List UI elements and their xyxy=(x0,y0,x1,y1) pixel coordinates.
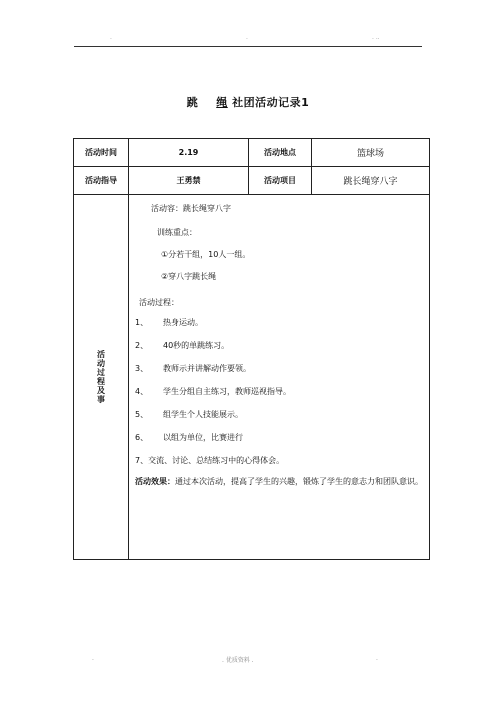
header-rule xyxy=(74,46,422,47)
list-item: 3、 教师示并讲解动作要领。 xyxy=(135,364,251,373)
list-item: 1、 热身运动。 xyxy=(135,318,203,327)
title-part-2: 绳 xyxy=(216,96,228,109)
teacher-label: 活动指导 xyxy=(74,167,129,195)
focus-item: ①分若干组，10人一组。 xyxy=(161,250,251,259)
activity-result xyxy=(135,473,423,491)
table-row xyxy=(74,195,430,560)
list-item: 7、 交流、讨论、总结练习中的心得体会。 xyxy=(135,456,285,465)
title-part-3: 社团活动记录1 xyxy=(232,96,310,109)
focus-label: 训练重点： xyxy=(157,228,197,237)
list-item: 6、 以组为单位，比赛进行 xyxy=(135,433,243,442)
table-row xyxy=(74,139,430,167)
title-part-1: 跳 xyxy=(186,96,199,109)
table-row xyxy=(74,167,430,195)
header-dot-right: . .. xyxy=(372,34,380,41)
time-label: 活动时间 xyxy=(74,139,129,167)
result-text: 通过本次活动，提高了学生的兴趣，锻炼了学生的意志力和团队意识。 xyxy=(175,477,423,486)
focus-item: ②穿八字跳长绳 xyxy=(161,272,217,281)
item-value: 跳长绳穿八字 xyxy=(312,167,430,195)
activity-content-line: 活动容：跳长绳穿八字 xyxy=(151,204,231,213)
item-label: 活动项目 xyxy=(249,167,312,195)
list-item: 5、 组学生个人技能展示。 xyxy=(135,410,243,419)
list-item: 4、 学生分组自主练习，教师巡视指导。 xyxy=(135,387,291,396)
process-label: 活动过程： xyxy=(139,298,179,307)
result-label: 活动效果： xyxy=(135,477,175,486)
activity-record-table xyxy=(73,138,430,560)
place-value: 篮球场 xyxy=(312,139,430,167)
place-label: 活动地点 xyxy=(249,139,312,167)
header-dot-center: . xyxy=(246,34,248,41)
header-dot-left: . xyxy=(110,34,112,41)
footer-right: . xyxy=(376,655,378,662)
page-title xyxy=(0,94,496,110)
teacher-value: 王勇禁 xyxy=(129,167,249,195)
process-side-label: 活 动 过 程 及 事 xyxy=(74,195,129,560)
time-value: 2.19 xyxy=(129,139,249,167)
list-item: 2、 40秒的单跳练习。 xyxy=(135,341,230,350)
footer-left: . xyxy=(92,655,94,662)
process-content xyxy=(129,195,430,560)
footer-center: . 优质资料 . xyxy=(222,657,254,664)
